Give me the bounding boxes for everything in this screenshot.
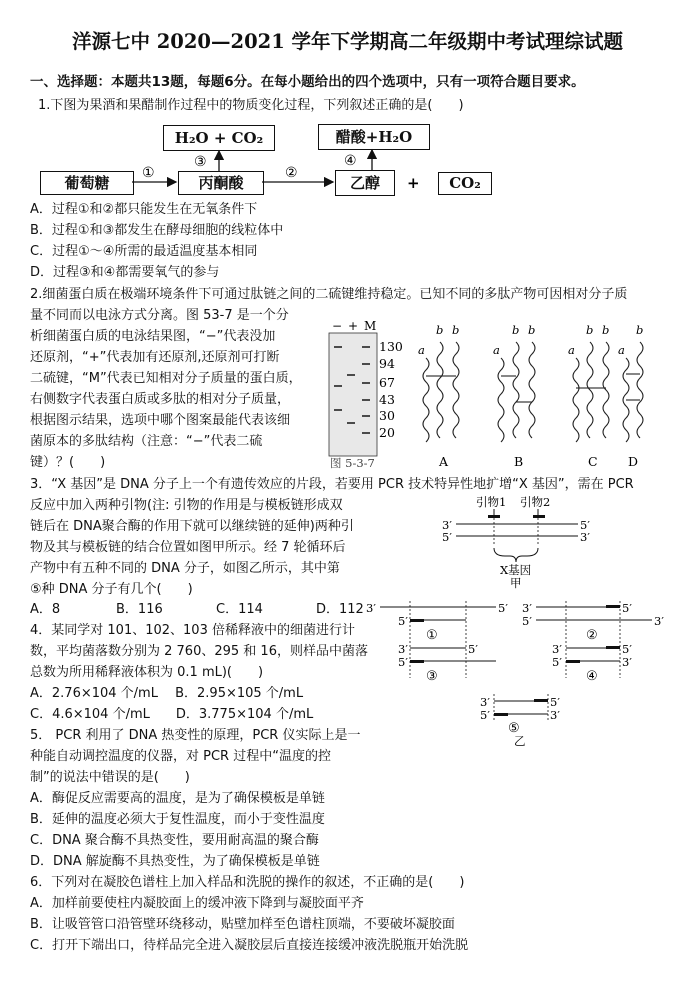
figure-jia-label: 甲 — [510, 576, 522, 590]
q2-line: 还原剂，“+”代表加有还原剂,还原剂可打断 — [30, 350, 280, 365]
label-b: b — [452, 323, 460, 337]
molecule-5-label: ⑤ — [508, 721, 520, 736]
strand-end: 5′ — [398, 655, 408, 669]
exam-title: 洋源七中 2020—2021 学年下学期高二年级期中考试理综试题 — [71, 30, 624, 53]
q3-line: 物及其与模板链的结合位置如图甲所示。经 7 轮循环后 — [30, 540, 346, 555]
q2-line: 键）？( ) — [30, 455, 106, 470]
q1-option-c: C．过程①～④所需的最适温度基本相同 — [30, 244, 258, 259]
q1-option-d: D．过程③和④都需要氧气的参与 — [30, 265, 220, 280]
q2-line: 量不同而以电泳方式分离。图 53-7 是一个分 — [30, 308, 289, 323]
strand-end: 3′ — [366, 601, 376, 615]
marker-20: 20 — [379, 425, 395, 440]
strand-end: 3′ — [550, 708, 560, 722]
strand-end: 5′ — [622, 601, 632, 615]
q3-line: 产物中有五种不同的 DNA 分子，如图乙所示，其中第 — [30, 561, 340, 576]
label-a: a — [493, 343, 500, 357]
gel-header-minus: − — [332, 319, 343, 333]
step1-label: ① — [142, 165, 155, 181]
strand-end: 5′ — [480, 708, 490, 722]
q5-option-d: D．DNA 解旋酶不具热变性，为了确保模板是单链 — [30, 854, 320, 869]
strand-end: 3′ — [442, 518, 452, 532]
marker-94: 94 — [379, 356, 395, 371]
choice-a: A — [439, 454, 449, 469]
choice-d: D — [628, 454, 639, 469]
step2-label: ② — [285, 165, 298, 181]
q1-arrows — [0, 0, 695, 220]
q3-line: ⑤种 DNA 分子有几个( ) — [30, 582, 193, 597]
figure-caption: 图 5-3-7 — [330, 456, 375, 470]
strand-end: 3′ — [522, 601, 532, 615]
primer2-label: 引物2 — [520, 495, 551, 509]
q1-stem: 1.下图为果酒和果醋制作过程中的物质变化过程，下列叙述正确的是( ) — [38, 98, 464, 113]
q6-option-c: C．打开下端出口，待样品完全进入凝胶层后直接连接缓冲液洗脱瓶开始洗脱 — [30, 938, 469, 953]
strand-end: 3′ — [398, 642, 408, 656]
figure-jia — [430, 494, 600, 590]
marker-30: 30 — [379, 408, 395, 423]
label-b: b — [586, 323, 594, 337]
glucose-box: 葡萄糖 — [40, 171, 134, 195]
marker-130: 130 — [379, 339, 403, 354]
label-b: b — [602, 323, 610, 337]
q6-option-b: B．让吸管管口沿管壁环绕移动，贴壁加样至色谱柱顶端，不要破坏凝胶面 — [30, 917, 455, 932]
label-b: b — [636, 323, 644, 337]
strand-end: 3′ — [622, 655, 632, 669]
label-b: b — [528, 323, 536, 337]
strand-end: 5′ — [468, 642, 478, 656]
strand-end: 5′ — [522, 614, 532, 628]
step3-label: ③ — [194, 154, 207, 170]
q3-option-c: C．114 — [216, 602, 263, 617]
q5-option-c: C．DNA 聚合酶不具热变性，要用耐高温的聚合酶 — [30, 833, 319, 848]
q5-line: 制”的说法中错误的是( ) — [30, 770, 190, 785]
strand-end: 5′ — [550, 695, 560, 709]
primer1-label: 引物1 — [476, 495, 507, 509]
q1-option-a: A．过程①和②都只能发生在无氧条件下 — [30, 202, 258, 217]
strand-end: 5′ — [580, 518, 590, 532]
q3-option-a: A．8 — [30, 602, 61, 617]
q5-option-a: A．酶促反应需要高的温度，是为了确保模板是单链 — [30, 791, 325, 806]
ethanol-box: 乙醇 — [335, 170, 395, 196]
step4-label: ④ — [344, 153, 357, 169]
q5-line: 5． PCR 利用了 DNA 热变性的原理，PCR 仪实际上是一 — [30, 728, 361, 743]
q2-line: 析细菌蛋白质的电泳结果图，“−”代表没加 — [30, 329, 276, 344]
q2-line1: 2.细菌蛋白质在极端环境条件下可通过肽链之间的二硫键维持稳定。已知不同的多肽产物可因相对分子质 — [30, 287, 628, 302]
q2-line: 二硫键，“M”代表已知相对分子质量的蛋白质， — [30, 371, 302, 386]
strand-end: 3′ — [654, 614, 664, 628]
plus-sign: + — [407, 174, 420, 192]
q4-line: 数，平均菌落数分别为 2 760、295 和 16，则样品中菌落 — [30, 644, 368, 659]
strand-end: 3′ — [552, 642, 562, 656]
label-a: a — [418, 343, 425, 357]
choice-c: C — [588, 454, 598, 469]
q2-line: 右侧数字代表蛋白质或多肽的相对分子质量， — [30, 392, 291, 407]
q4-option-ab: A．2.76×104 个/mL B．2.95×105 个/mL — [30, 686, 304, 701]
q1-option-b: B．过程①和③都发生在酵母细胞的线粒体中 — [30, 223, 284, 238]
q3-line: 3．“X 基因”是 DNA 分子上一个有遗传效应的片段，若要用 PCR 技术特异性地扩增“X 基因”，需在 PCR — [30, 477, 634, 492]
q2-line: 菌原本的多肽结构（注意：“−”代表二硫 — [30, 434, 263, 449]
marker-67: 67 — [379, 375, 395, 390]
label-b: b — [512, 323, 520, 337]
peptide-patterns — [423, 342, 643, 442]
pyruvate-box: 丙酮酸 — [178, 171, 264, 195]
q4-option-cd: C．4.6×104 个/mL D．3.775×104 个/mL — [30, 707, 314, 722]
q2-line: 根据图示结果，选项中哪个图案最能代表该细 — [30, 413, 291, 428]
strand-end: 5′ — [398, 614, 408, 628]
gel-header-plus: + — [348, 319, 359, 333]
marker-43: 43 — [379, 392, 395, 407]
section-heading: 一、选择题：本题共13题，每题6分。在每小题给出的四个选项中，只有一项符合题目要求。 — [30, 74, 585, 90]
h2o-co2-box: H₂O + CO₂ — [163, 125, 275, 151]
molecule-4-label: ④ — [586, 669, 598, 684]
q3-option-d: D．112 — [316, 602, 364, 617]
strand-end: 3′ — [480, 695, 490, 709]
strand-end: 5′ — [442, 530, 452, 544]
q3-line: 反应中加入两种引物(注: 引物的作用是与模板链形成双 — [30, 498, 343, 513]
q6-stem: 6．下列对在凝胶色谱柱上加入样品和洗脱的操作的叙述，不正确的是( ) — [30, 875, 465, 890]
strand-end: 3′ — [580, 530, 590, 544]
strand-end: 5′ — [552, 655, 562, 669]
label-b: b — [436, 323, 444, 337]
strand-end: 5′ — [498, 601, 508, 615]
q3-line: 链后在 DNA聚合酶的作用下就可以继续链的延伸)两种引 — [30, 519, 354, 534]
x-gene-label: X基因 — [500, 563, 532, 577]
strand-end: 5′ — [622, 642, 632, 656]
co2-box: CO₂ — [438, 172, 492, 195]
figure-yi-label: 乙 — [514, 734, 526, 746]
q3-option-b: B．116 — [116, 602, 163, 617]
acetic-acid-box: 醋酸+H₂O — [318, 124, 430, 150]
choice-b: B — [514, 454, 524, 469]
q5-line: 种能自动调控温度的仪器，对 PCR 过程中“温度的控 — [30, 749, 331, 764]
electrophoresis-gel — [329, 319, 403, 470]
q6-option-a: A．加样前要使柱内凝胶面上的缓冲液下降到与凝胶面平齐 — [30, 896, 364, 911]
q4-line: 总数为所用稀释液体积为 0.1 mL)( ) — [30, 665, 264, 680]
q5-option-b: B．延伸的温度必须大于复性温度，而小于变性温度 — [30, 812, 325, 827]
q2-figure — [322, 318, 662, 470]
label-a: a — [618, 343, 625, 357]
molecule-1-label: ① — [426, 628, 438, 643]
gel-header-m: M — [364, 319, 377, 333]
q4-line: 4．某同学对 101、102、103 倍稀释液中的细菌进行计 — [30, 623, 355, 638]
figure-yi — [362, 598, 672, 746]
molecule-3-label: ③ — [426, 669, 438, 684]
molecule-2-label: ② — [586, 628, 598, 643]
label-a: a — [568, 343, 575, 357]
